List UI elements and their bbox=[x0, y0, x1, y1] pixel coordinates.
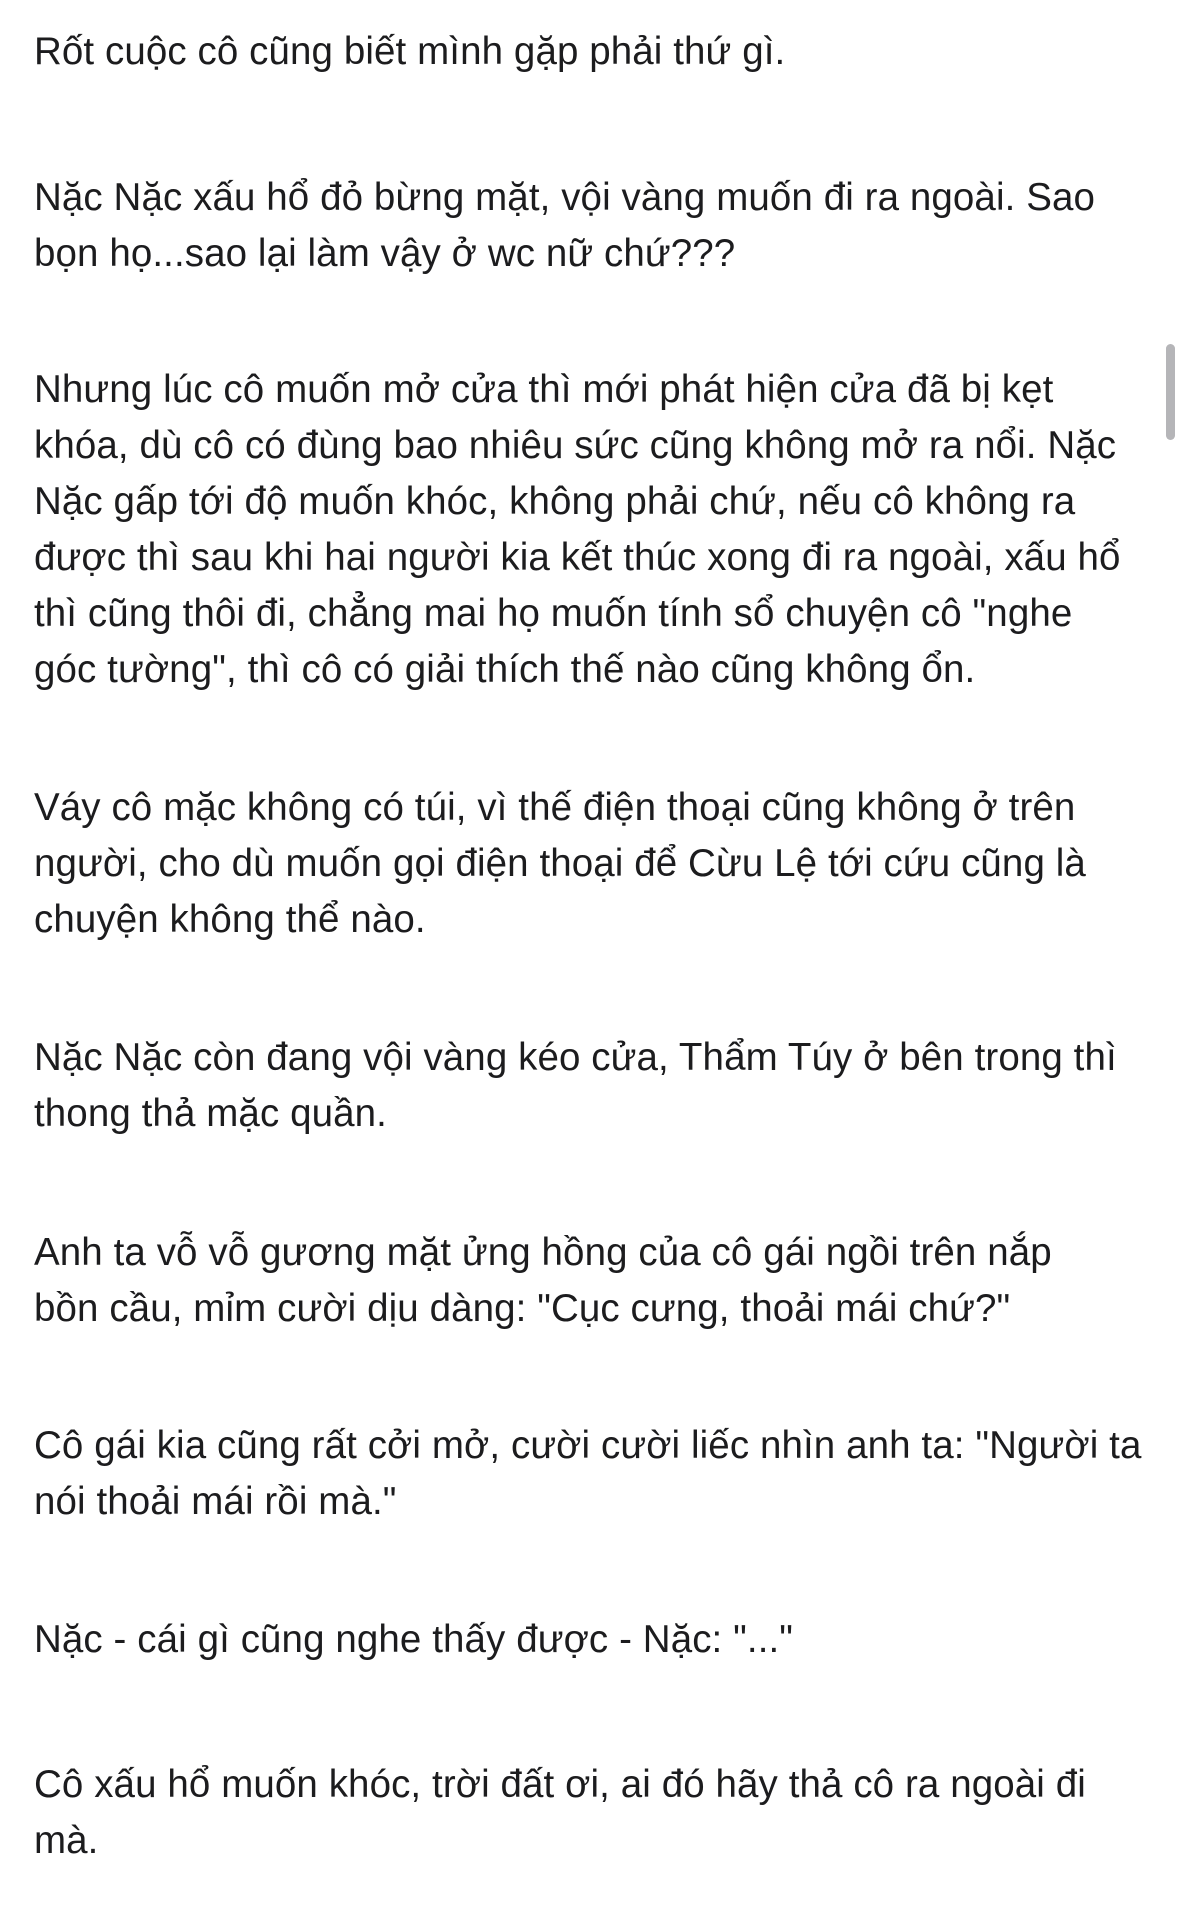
paragraph: Cô xấu hổ muốn khóc, trời đất ơi, ai đó hãy thả cô ra ngoài đi mà. bbox=[34, 1763, 1086, 1862]
paragraph: Anh ta vỗ vỗ gương mặt ửng hồng của cô gái ngồi trên nắp bồn cầu, mỉm cười dịu dàng: "Cục cưng, thoải mái chứ?" bbox=[34, 1231, 1052, 1330]
paragraph: Váy cô mặc không có túi, vì thế điện thoại cũng không ở trên người, cho dù muốn gọi điện thoại để Cừu Lệ tới cứu cũng là chuyện không thể nào. bbox=[34, 786, 1086, 941]
paragraph: Nặc Nặc xấu hổ đỏ bừng mặt, vội vàng muốn đi ra ngoài. Sao bọn họ...sao lại làm vậy ở wc nữ chứ??? bbox=[34, 176, 1095, 275]
paragraph: Cô gái kia cũng rất cởi mở, cười cười liếc nhìn anh ta: "Người ta nói thoải mái rồi mà." bbox=[34, 1424, 1142, 1523]
scrollbar-thumb[interactable] bbox=[1166, 344, 1175, 440]
paragraph: Rốt cuộc cô cũng biết mình gặp phải thứ gì. bbox=[34, 30, 786, 73]
scrollbar[interactable] bbox=[1162, 0, 1182, 1920]
paragraph: Nặc - cái gì cũng nghe thấy được - Nặc: "..." bbox=[34, 1618, 794, 1661]
paragraph: Nặc Nặc còn đang vội vàng kéo cửa, Thẩm Túy ở bên trong thì thong thả mặc quần. bbox=[34, 1036, 1117, 1135]
paragraph: Nhưng lúc cô muốn mở cửa thì mới phát hiện cửa đã bị kẹt khóa, dù cô có đùng bao nhiêu sức cũng không mở ra nổi. Nặc Nặc gấp tới độ muốn khóc, không phải chứ, nếu cô không ra được thì sau khi hai người kia kết thúc xong đi ra ngoài, xấu hổ thì cũng thôi đi, chẳng mai họ muốn tính sổ chuyện cô "nghe góc tường", thì cô có giải thích thế nào cũng không ổn. bbox=[34, 368, 1121, 691]
